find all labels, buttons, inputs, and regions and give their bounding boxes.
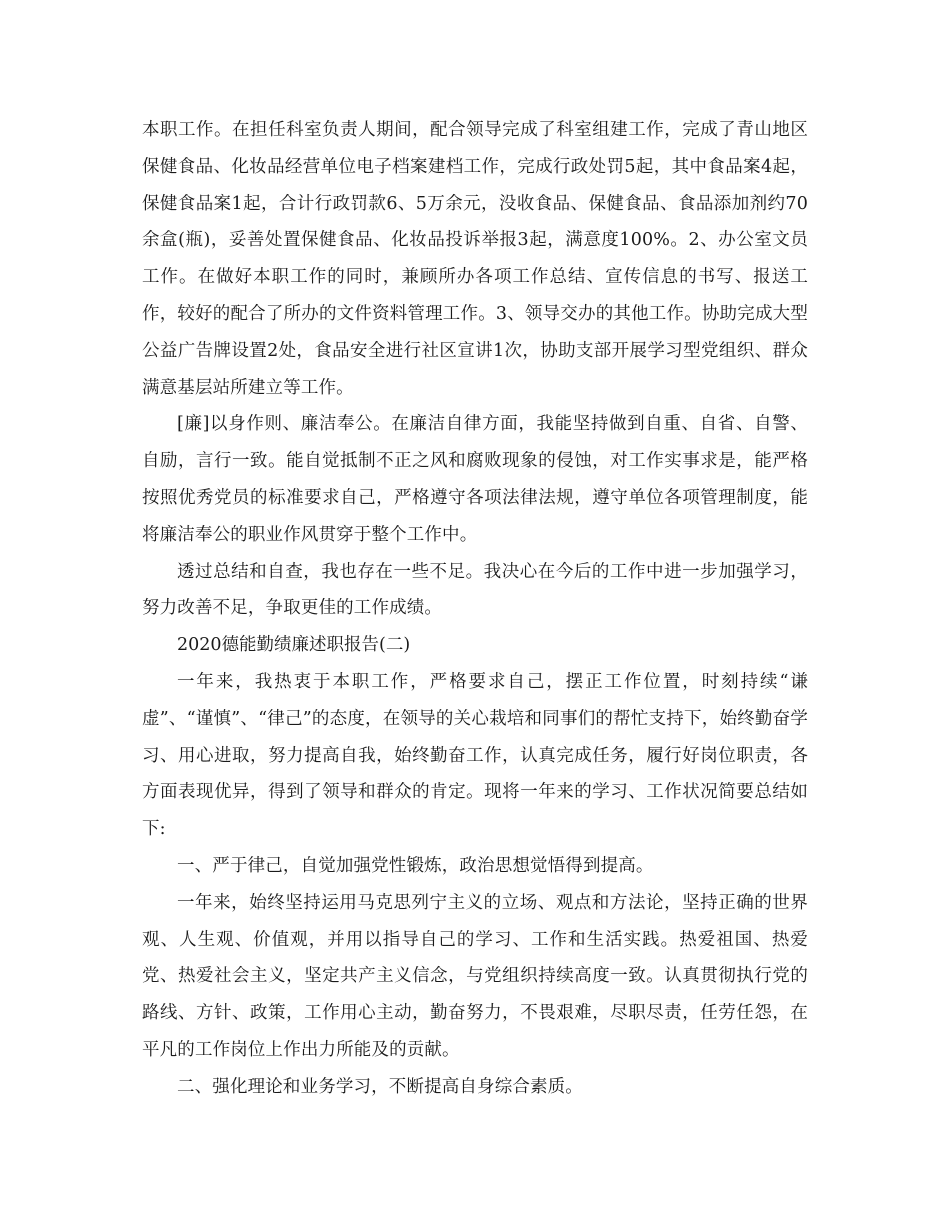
paragraph-intro: 一年来，我热衷于本职工作，严格要求自己，摆正工作位置，时刻持续“谦虚”、“谨慎”、“律己”的态度，在领导的关心栽培和同事们的帮忙支持下，始终勤奋学习、用心进取，努力提高自我，始终勤奋工作，认真完成任务，履行好岗位职责，各方面表现优异，得到了领导和群众的肯定。现将一年来的学习、工作状况简要总结如下: (142, 671, 808, 840)
document-page (142, 112, 808, 1106)
section-heading-2: 二、强化理论和业务学习，不断提高自身综合素质。 (177, 1076, 583, 1097)
paragraph-work-summary: 本职工作。在担任科室负责人期间，配合领导完成了科室组建工作，完成了青山地区保健食品、化妆品经营单位电子档案建档工作，完成行政处罚5起，其中食品案4起，保健食品案1起，合计行政罚款6、5万余元，没收食品、保健食品、食品添加剂约70余盒(瓶)，妥善处置保健食品、化妆品投诉举报3起，满意度100%。2、办公室文员工作。在做好本职工作的同时，兼顾所办各项工作总结、宣传信息的书写、报送工作，较好的配合了所办的文件资料管理工作。3、领导交办的其他工作。协助完成大型公益广告牌设置2处，食品安全进行社区宣讲1次，协助支部开展学习型党组织、群众满意基层站所建立等工作。 (142, 120, 808, 398)
paragraph-self-review: 透过总结和自查，我也存在一些不足。我决心在今后的工作中进一步加强学习，努力改善不足，争取更佳的工作成绩。 (142, 561, 808, 619)
paragraph-politics: 一年来，始终坚持运用马克思列宁主义的立场、观点和方法论，坚持正确的世界观、人生观、价值观，并用以指导自己的学习、工作和生活实践。热爱祖国、热爱党、热爱社会主义，坚定共产主义信念，与党组织持续高度一致。认真贯彻执行党的路线、方针、政策，工作用心主动，勤奋努力，不畏艰难，尽职尽责，任劳任怨，在平凡的工作岗位上作出力所能及的贡献。 (142, 892, 808, 1060)
report-title: 2020德能勤绩廉述职报告(二) (177, 635, 411, 656)
paragraph-integrity: [廉]以身作则、廉洁奉公。在廉洁自律方面，我能坚持做到自重、自省、自警、自励，言行一致。能自觉抵制不正之风和腐败现象的侵蚀，对工作实事求是，能严格按照优秀党员的标准要求自己，严格遵守各项法律法规，遵守单位各项管理制度，能将廉洁奉公的职业作风贯穿于整个工作中。 (142, 414, 808, 545)
section-heading-1: 一、严于律己，自觉加强党性锻炼，政治思想觉悟得到提高。 (177, 855, 654, 876)
